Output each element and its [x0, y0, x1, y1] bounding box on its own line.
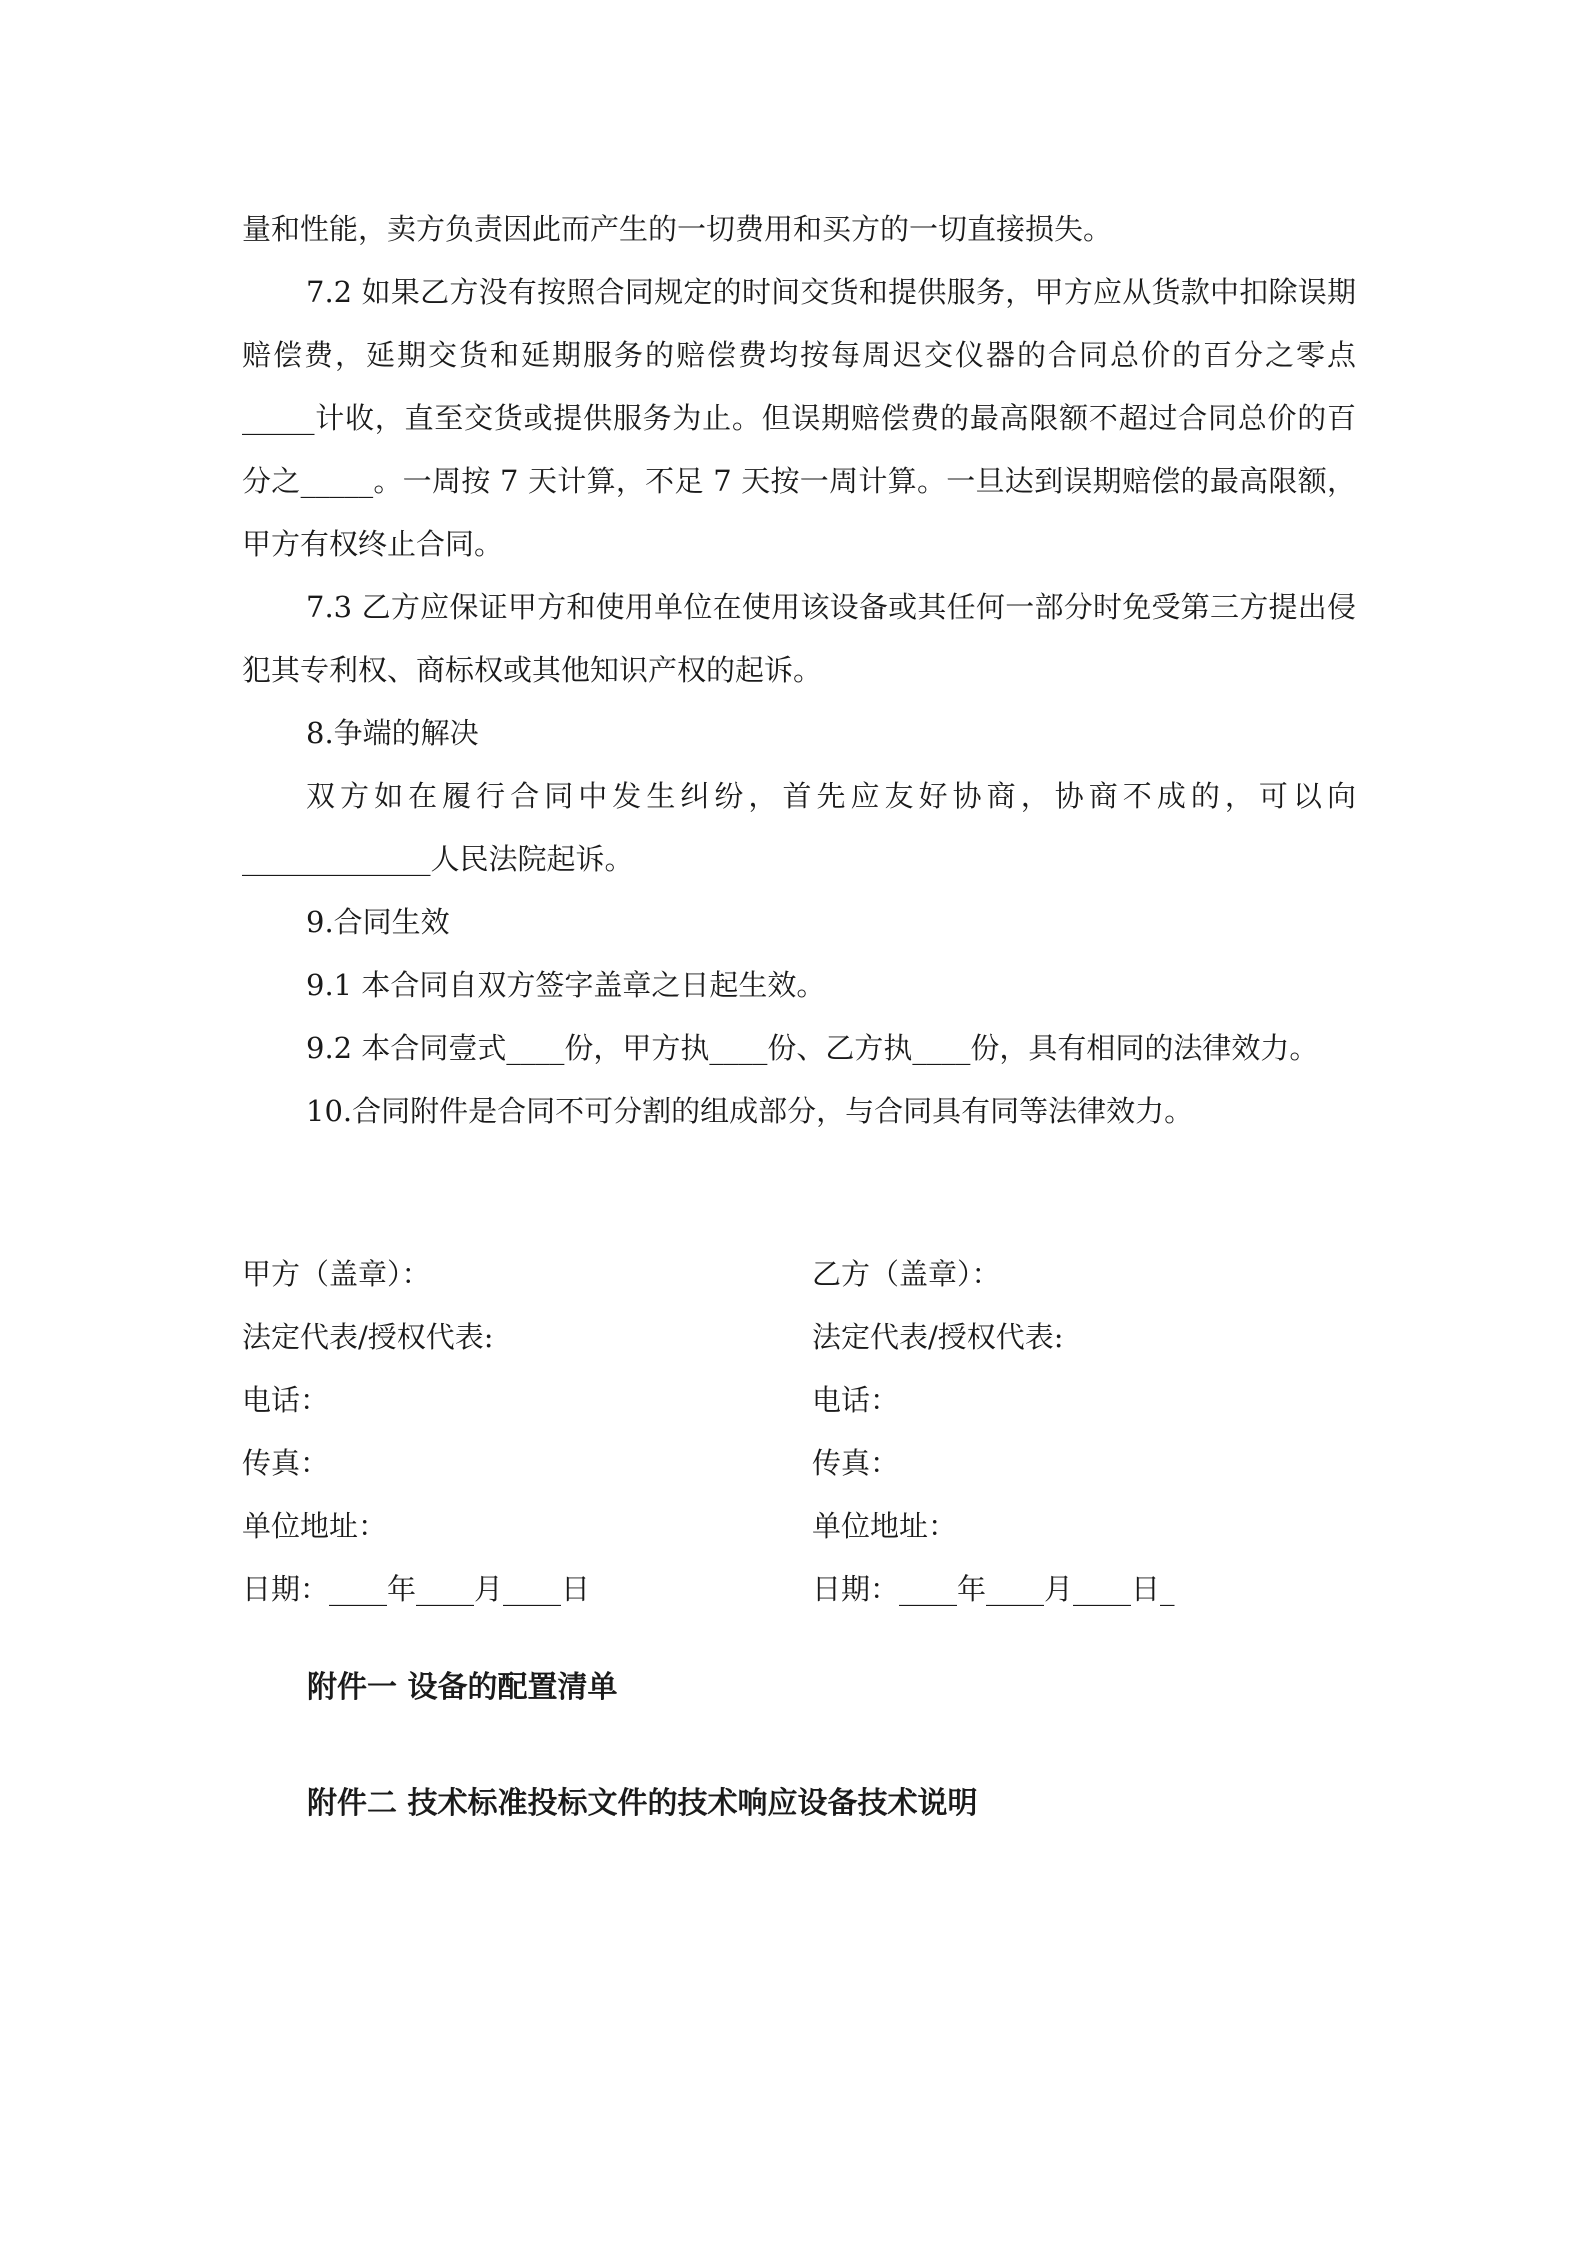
paragraph-7-2: 7.2 如果乙方没有按照合同规定的时间交货和提供服务，甲方应从货款中扣除误期赔偿费，延期交货和延期服务的赔偿费均按每周迟交仪器的合同总价的百分之零点_____计收，直至交货或提供服务为止。但误期赔偿费的最高限额不超过合同总价的百分之_____。一周按 7 天计算，不足 7 天按一周计算。一旦达到误期赔偿的最高限额，甲方有权终止合同。 — [242, 275, 1356, 561]
party-b-phone: 电话： — [812, 1383, 900, 1417]
paragraph-9-2: 9.2 本合同壹式____份，甲方执____份、乙方执____份，具有相同的法律效力。 — [306, 1031, 1319, 1065]
contract-body — [242, 198, 1356, 1143]
party-a-phone: 电话： — [242, 1383, 330, 1417]
party-a-fax: 传真： — [242, 1446, 330, 1480]
party-b-signature — [812, 1243, 1332, 1621]
paragraph-continuation: 量和性能，卖方负责因此而产生的一切费用和买方的一切直接损失。 — [242, 212, 1113, 246]
party-b-fax: 传真： — [812, 1446, 900, 1480]
party-a-address: 单位地址： — [242, 1509, 388, 1543]
party-a-signature — [242, 1243, 762, 1621]
heading-dispute-resolution: 8.争端的解决 — [306, 716, 479, 750]
party-b-representative: 法定代表/授权代表: — [812, 1320, 1064, 1354]
heading-contract-effect: 9.合同生效 — [306, 905, 450, 939]
annex-two-title: 附件二 技术标准投标文件的技术响应设备技术说明 — [307, 1786, 978, 1821]
paragraph-dispute: 双方如在履行合同中发生纠纷，首先应友好协商，协商不成的，可以向_____________人民法院起诉。 — [242, 779, 1356, 876]
party-b-date: 日期：____年____月____日_ — [812, 1572, 1175, 1606]
paragraph-10: 10.合同附件是合同不可分割的组成部分，与合同具有同等法律效力。 — [306, 1094, 1194, 1128]
annex-one-title: 附件一 设备的配置清单 — [307, 1670, 618, 1705]
paragraph-9-1: 9.1 本合同自双方签字盖章之日起生效。 — [306, 968, 826, 1002]
party-b-seal: 乙方（盖章）： — [812, 1257, 1001, 1291]
party-a-seal: 甲方（盖章）： — [242, 1257, 431, 1291]
party-a-representative: 法定代表/授权代表: — [242, 1320, 494, 1354]
party-b-address: 单位地址： — [812, 1509, 958, 1543]
party-a-date: 日期：____年____月____日 — [242, 1572, 591, 1606]
paragraph-7-3: 7.3 乙方应保证甲方和使用单位在使用该设备或其任何一部分时免受第三方提出侵犯其专利权、商标权或其他知识产权的起诉。 — [242, 590, 1356, 687]
